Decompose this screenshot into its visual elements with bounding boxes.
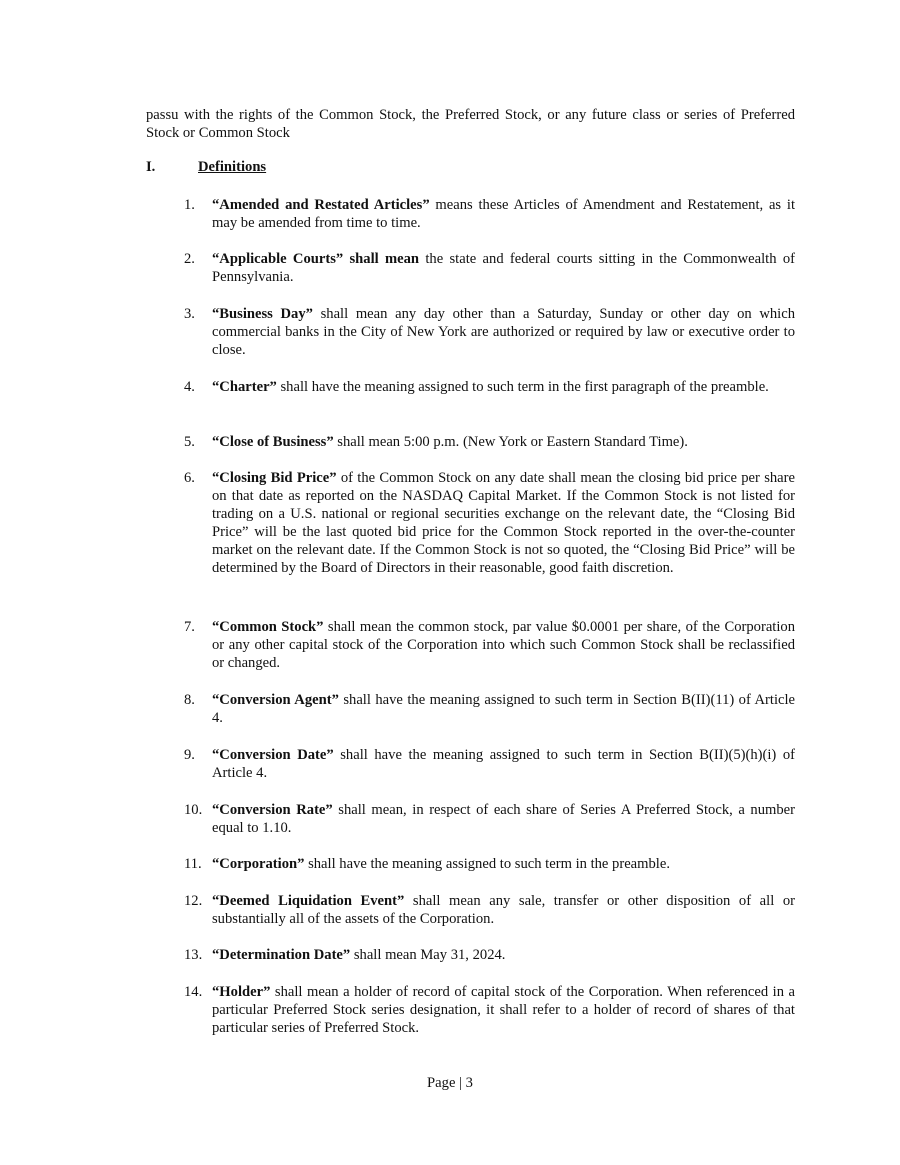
definition-text: shall mean the common stock, par value $0.0001 per share, of the Corporation or any other capital stock of the Corporation into which such Common Stock shall be reclassified or changed. [212, 619, 795, 671]
definition-text: of the Common Stock on any date shall mean the closing bid price per share on that date as reported on the NASDAQ Capital Market. If the Common Stock is not listed for trading on a U.S. national or regional securities exchange on the relevant date, the “Closing Bid Price” will be the last quoted bid price for the Common Stock reported in the over-the-counter market on the relevant date. If the Common Stock is not so quoted, the “Closing Bid Price” will be determined by the Board of Directors in their reasonable, good faith discretion. [212, 470, 795, 576]
definition-text: shall mean any sale, transfer or other disposition of all or substantially all of the assets of the Corporation. [212, 893, 795, 927]
definition-number: 12. [184, 893, 203, 909]
definition-item [184, 855, 795, 873]
definition-term: “Close of Business” [212, 434, 334, 450]
definition-number: 11. [184, 856, 202, 872]
section-heading [146, 158, 266, 176]
definition-text: shall mean 5:00 p.m. (New York or Eastern Standard Time). [333, 434, 688, 450]
section-title: Definitions [198, 159, 267, 175]
intro-paragraph: passu with the rights of the Common Stock, the Preferred Stock, or any future class or series of Preferred Stock or Common Stock [146, 107, 795, 141]
definition-item [184, 469, 795, 577]
definition-term: “Conversion Rate” [212, 802, 333, 818]
definition-number: 9. [184, 747, 195, 763]
definition-text: means these Articles of Amendment and Restatement, as it may be amended from time to time. [212, 197, 795, 231]
definition-text: shall have the meaning assigned to such term in Section B(II)(5)(h)(i) of Article 4. [212, 747, 795, 781]
definition-item [184, 433, 795, 451]
definition-term: “Charter” [212, 379, 277, 395]
definition-number: 1. [184, 197, 195, 213]
page-number: Page | 3 [427, 1075, 473, 1091]
definition-term: “Corporation” [212, 856, 305, 872]
definition-text: shall have the meaning assigned to such term in Section B(II)(11) of Article 4. [212, 692, 796, 726]
definition-number: 8. [184, 692, 195, 708]
definition-term: “Common Stock” [212, 619, 324, 635]
definition-item [184, 618, 795, 672]
definition-term: “Deemed Liquidation Event” [212, 893, 405, 909]
definition-term: “Closing Bid Price” [212, 470, 337, 486]
definition-text: shall have the meaning assigned to such term in the first paragraph of the preamble. [276, 379, 769, 395]
definition-term: “Determination Date” [212, 947, 351, 963]
definition-number: 5. [184, 434, 195, 450]
definition-text: shall mean May 31, 2024. [350, 947, 506, 963]
definition-term: “Applicable Courts” shall mean [212, 251, 420, 267]
definition-item [184, 691, 795, 727]
definition-item [184, 305, 795, 359]
definition-number: 13. [184, 947, 203, 963]
definition-term: “Conversion Date” [212, 747, 334, 763]
definition-number: 6. [184, 470, 195, 486]
definition-number: 4. [184, 379, 195, 395]
definition-text: shall mean a holder of record of capital stock of the Corporation. When referenced in a particular Preferred Stock series designation, it shall refer to a holder of record of shares of that particular series of Preferred Stock. [212, 984, 795, 1036]
definition-text: shall have the meaning assigned to such term in the preamble. [304, 856, 670, 872]
definition-text: the state and federal courts sitting in the Commonwealth of Pennsylvania. [212, 251, 795, 285]
definition-item [184, 196, 795, 232]
definition-number: 10. [184, 802, 203, 818]
definition-item [184, 250, 795, 286]
definition-term: “Business Day” [212, 306, 313, 322]
definition-text: shall mean, in respect of each share of Series A Preferred Stock, a number equal to 1.10. [212, 802, 795, 836]
definition-number: 2. [184, 251, 195, 267]
definition-term: “Holder” [212, 984, 271, 1000]
definition-item [184, 378, 795, 396]
definition-item [184, 946, 795, 964]
definition-number: 3. [184, 306, 195, 322]
definition-number: 14. [184, 984, 203, 1000]
section-number: I. [146, 159, 156, 175]
definition-item [184, 746, 795, 782]
definition-item [184, 892, 795, 928]
definition-term: “Conversion Agent” [212, 692, 339, 708]
definition-item [184, 801, 795, 837]
definition-term: “Amended and Restated Articles” [212, 197, 430, 213]
definition-item [184, 983, 795, 1037]
definition-number: 7. [184, 619, 195, 635]
definition-text: shall mean any day other than a Saturday, Sunday or other day on which commercial banks in the City of New York are authorized or required by law or executive order to close. [212, 306, 795, 358]
